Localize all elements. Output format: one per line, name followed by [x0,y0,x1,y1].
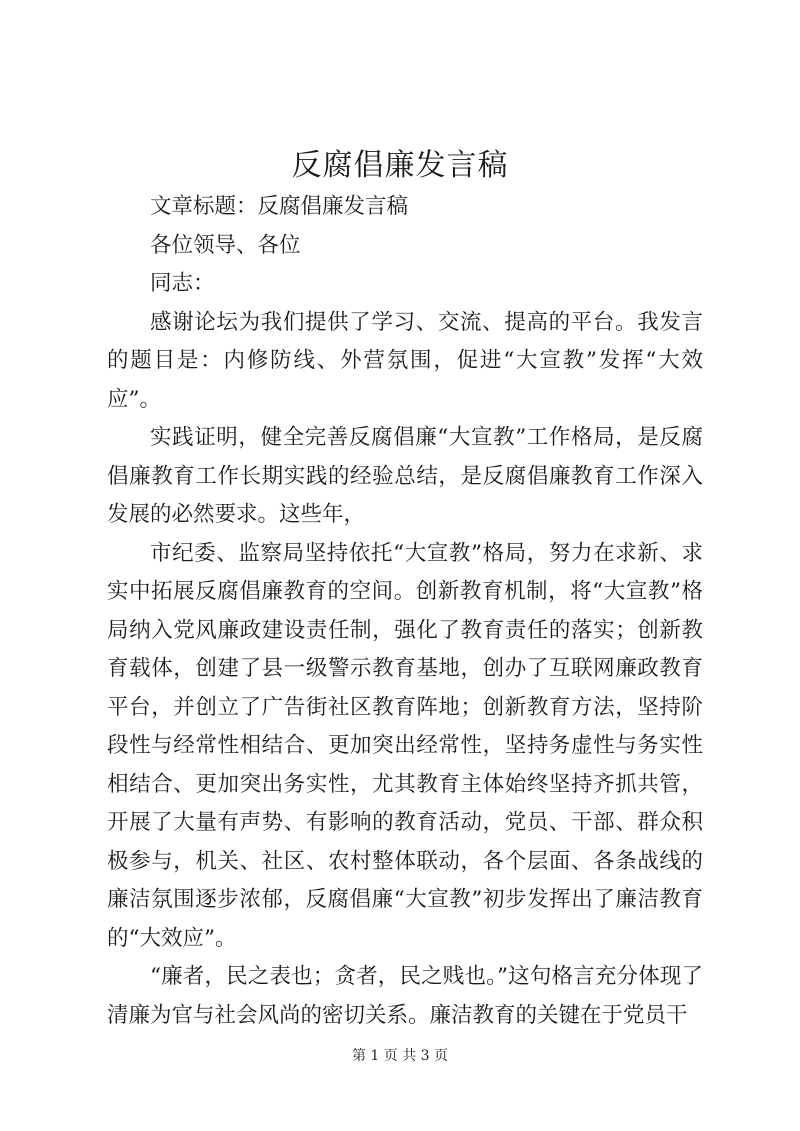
document-title: 反腐倡廉发言稿 [291,148,509,183]
paragraph-article-title: 文章标题：反腐倡廉发言稿 [150,194,409,219]
paragraph-maxim: “廉者，民之表也；贪者，民之贱也。”这句格言充分体现了清廉为官与社会风尚的密切关系。廉洁教育的关键在于党员干 [107,964,703,1028]
paragraph-salutation: 各位领导、各位 [150,232,301,258]
paragraph-practice: 实践证明，健全完善反腐倡廉“大宣教”工作格局，是反腐倡廉教育工作长期实践的经验总结，是反腐倡廉教育工作深入发展的必然要求。这些年， [107,425,703,527]
paragraph-intro: 感谢论坛为我们提供了学习、交流、提高的平台。我发言的题目是：内修防线、外营氛围，促进“大宣教”发挥“大效应”。 [107,309,703,412]
page-number-footer: 第 1 页 共 3 页 [351,1048,449,1064]
paragraph-salutation-cont: 同志： [150,271,215,296]
document-body [107,188,703,1035]
paragraph-commission: 市纪委、监察局坚持依托“大宣教”格局，努力在求新、求实中拓展反腐倡廉教育的空间。创新教育机制，将“大宣教”格局纳入党风廉政建设责任制，强化了教育责任的落实；创新教育载体，创建了县一级警示教育基地，创办了互联网廉政教育平台，并创立了广告街社区教育阵地；创新教育方法，坚持阶段性与经常性相结合、更加突出经常性，坚持务虚性与务实性相结合、更加突出务实性，尤其教育主体始终坚持齐抓共管，开展了大量有声势、有影响的教育活动，党员、干部、群众积极参与，机关、社区、农村整体联动，各个层面、各条战线的廉洁氛围逐步浓郁，反腐倡廉“大宣教”初步发挥出了廉洁教育的“大效应”。 [107,540,703,951]
